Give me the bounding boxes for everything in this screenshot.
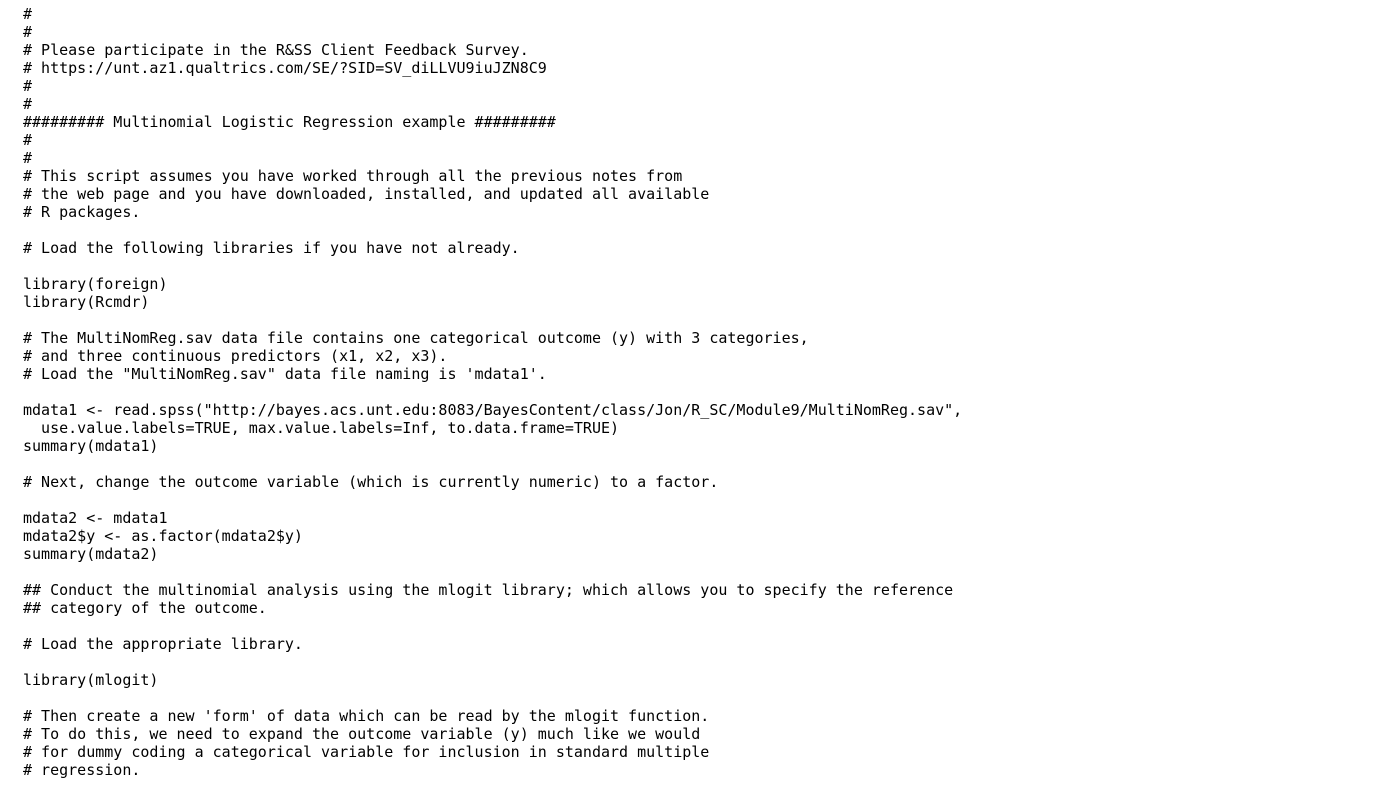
code-line: summary(mdata2) [23, 545, 159, 563]
comment-line: ## Conduct the multinomial analysis using the mlogit library; which allows you to specify the reference [23, 581, 954, 599]
comment-line: # [23, 23, 33, 41]
blank-line [23, 221, 962, 239]
comment-line: # To do this, we need to expand the outcome variable (y) much like we would [23, 725, 701, 743]
comment-line: # [23, 95, 33, 113]
comment-line: # [23, 5, 33, 23]
comment-line: # This script assumes you have worked through all the previous notes from [23, 167, 683, 185]
comment-line: # and three continuous predictors (x1, x2, x3). [23, 347, 448, 365]
code-line: mdata2$y <- as.factor(mdata2$y) [23, 527, 303, 545]
script-title-line: ######### Multinomial Logistic Regression example ######### [23, 113, 556, 131]
blank-line [23, 653, 962, 671]
code-line: mdata1 <- read.spss("http://bayes.acs.unt.edu:8083/BayesContent/class/Jon/R_SC/Module9/MultiNomReg.sav", [23, 401, 963, 419]
code-line: library(mlogit) [23, 671, 159, 689]
code-line: library(foreign) [23, 275, 168, 293]
blank-line [23, 689, 962, 707]
comment-line: # Load the following libraries if you have not already. [23, 239, 520, 257]
comment-line: # R packages. [23, 203, 141, 221]
comment-line: ## category of the outcome. [23, 599, 267, 617]
comment-line: # The MultiNomReg.sav data file contains one categorical outcome (y) with 3 categories, [23, 329, 809, 347]
comment-line: # [23, 131, 33, 149]
comment-line: # Then create a new 'form' of data which can be read by the mlogit function. [23, 707, 710, 725]
comment-line: # [23, 77, 33, 95]
blank-line [23, 257, 962, 275]
blank-line [23, 563, 962, 581]
code-line: summary(mdata1) [23, 437, 159, 455]
blank-line [23, 455, 962, 473]
code-line: mdata2 <- mdata1 [23, 509, 168, 527]
blank-line [23, 617, 962, 635]
comment-line: # for dummy coding a categorical variable for inclusion in standard multiple [23, 743, 710, 761]
comment-line: # Load the appropriate library. [23, 635, 303, 653]
comment-line: # Load the "MultiNomReg.sav" data file naming is 'mdata1'. [23, 365, 547, 383]
script-text [23, 5, 962, 779]
blank-line [23, 311, 962, 329]
comment-line: # regression. [23, 761, 141, 779]
comment-line: # [23, 149, 33, 167]
code-line: library(Rcmdr) [23, 293, 150, 311]
comment-line: # Next, change the outcome variable (which is currently numeric) to a factor. [23, 473, 719, 491]
comment-line: # the web page and you have downloaded, installed, and updated all available [23, 185, 710, 203]
blank-line [23, 491, 962, 509]
code-line: use.value.labels=TRUE, max.value.labels=Inf, to.data.frame=TRUE) [23, 419, 620, 437]
blank-line [23, 383, 962, 401]
survey-url-line: # https://unt.az1.qualtrics.com/SE/?SID=SV_diLLVU9iuJZN8C9 [23, 59, 547, 77]
survey-invitation-line: # Please participate in the R&SS Client Feedback Survey. [23, 41, 529, 59]
